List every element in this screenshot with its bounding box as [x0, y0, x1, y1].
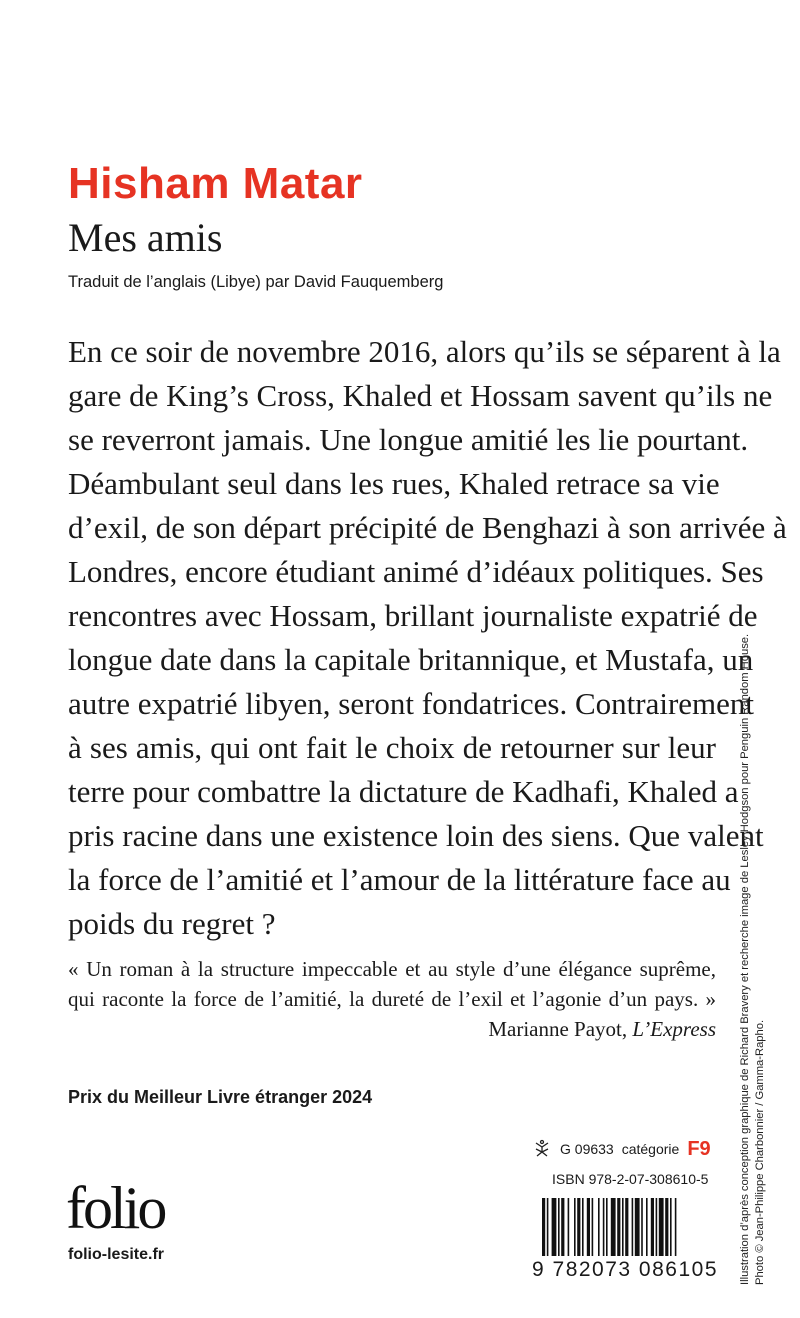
translator-credit: Traduit de l’anglais (Libye) par David Fauquemberg	[68, 273, 444, 291]
barcode-bar	[542, 1198, 545, 1256]
book-title: Mes amis	[68, 215, 223, 260]
folio-logo: folio	[66, 1175, 165, 1241]
blurb-line: pris racine dans une existence loin des siens. Que valent	[68, 818, 764, 853]
barcode-bar	[656, 1198, 658, 1256]
blurb-line: se reverront jamais. Une longue amitié les lie pourtant.	[68, 422, 749, 457]
barcode-bars	[540, 1198, 716, 1258]
barcode-bar	[611, 1198, 616, 1256]
barcode-bar	[675, 1198, 677, 1256]
gallimard-logo-icon	[532, 1139, 552, 1159]
blurb-line: la force de l’amitié et l’amour de la littérature face au	[68, 862, 731, 897]
quote-line: « Un roman à la structure impeccable et au style d’une élégance suprême,	[68, 957, 716, 981]
blurb-line: Déambulant seul dans les rues, Khaled retrace sa vie	[68, 466, 720, 501]
barcode-bar	[651, 1198, 654, 1256]
prize-line: Prix du Meilleur Livre étranger 2024	[68, 1087, 373, 1107]
barcode-bar	[632, 1198, 634, 1256]
quote-attribution	[68, 1014, 716, 1044]
barcode-bar	[568, 1198, 570, 1256]
barcode-bar	[561, 1198, 564, 1256]
barcode-bar	[641, 1198, 643, 1256]
blurb-line: longue date dans la capitale britannique, et Mustafa, un	[68, 642, 754, 677]
barcode-bar	[587, 1198, 590, 1256]
blurb-line: Londres, encore étudiant animé d’idéaux politiques. Ses	[68, 554, 764, 589]
blurb-line: rencontres avec Hossam, brillant journaliste expatrié de	[68, 598, 758, 633]
isbn: ISBN 978-2-07-308610-5	[552, 1171, 709, 1187]
barcode-bar	[577, 1198, 580, 1256]
barcode-bar	[617, 1198, 620, 1256]
barcode-bar	[625, 1198, 628, 1256]
quote-source: L’Express	[632, 1017, 716, 1041]
category-label: catégorie	[621, 1141, 680, 1157]
website-url: folio-lesite.fr	[68, 1246, 165, 1263]
blurb-line: gare de King’s Cross, Khaled et Hossam savent qu’ils ne	[68, 378, 773, 413]
credit-line: Illustration d’après conception graphique de Richard Bravery et recherche image de Lesley Hodgson pour Penguin Random House.	[739, 633, 751, 1285]
barcode-bar	[670, 1198, 672, 1256]
barcode-bar	[558, 1198, 560, 1256]
g-code: G 09633	[560, 1141, 614, 1157]
barcode-bar	[635, 1198, 640, 1256]
blurb-line: à ses amis, qui ont fait le choix de retourner sur leur	[68, 730, 716, 765]
catalog-row	[532, 1136, 722, 1162]
credit-line: Photo © Jean-Philippe Charbonnier / Gamma-Rapho.	[754, 1019, 766, 1285]
barcode-bar	[603, 1198, 605, 1256]
blurb-line: terre pour combattre la dictature de Kadhafi, Khaled a	[68, 774, 739, 809]
barcode-bar	[574, 1198, 576, 1256]
credit-text	[738, 535, 768, 1285]
blurb-line: autre expatrié libyen, seront fondatrices. Contrairement	[68, 686, 755, 721]
barcode-bar	[592, 1198, 594, 1256]
catalog-codes	[532, 1136, 722, 1190]
barcode-bar	[547, 1198, 549, 1256]
barcode-bar	[622, 1198, 624, 1256]
barcode-bar	[582, 1198, 584, 1256]
barcode-bar	[606, 1198, 608, 1256]
quote-author: Marianne Payot,	[488, 1017, 628, 1041]
barcode-bar	[646, 1198, 648, 1256]
quote-line: qui raconte la force de l’amitié, la dureté de l’exil et l’agonie d’un pays. »	[68, 987, 716, 1011]
barcode-bar	[659, 1198, 664, 1256]
blurb	[68, 330, 787, 946]
barcode-digits: 9 782073 086105	[532, 1258, 718, 1281]
author-name: Hisham Matar	[68, 159, 363, 208]
category-code: F9	[687, 1137, 711, 1160]
blurb-line: d’exil, de son départ précipité de Benghazi à son arrivée à	[68, 510, 787, 545]
barcode-bar	[665, 1198, 668, 1256]
barcode-bar	[552, 1198, 557, 1256]
blurb-line: poids du regret ?	[68, 906, 276, 941]
barcode-bar	[598, 1198, 600, 1256]
press-quote	[68, 954, 716, 1044]
blurb-line: En ce soir de novembre 2016, alors qu’ils se séparent à la	[68, 334, 781, 369]
